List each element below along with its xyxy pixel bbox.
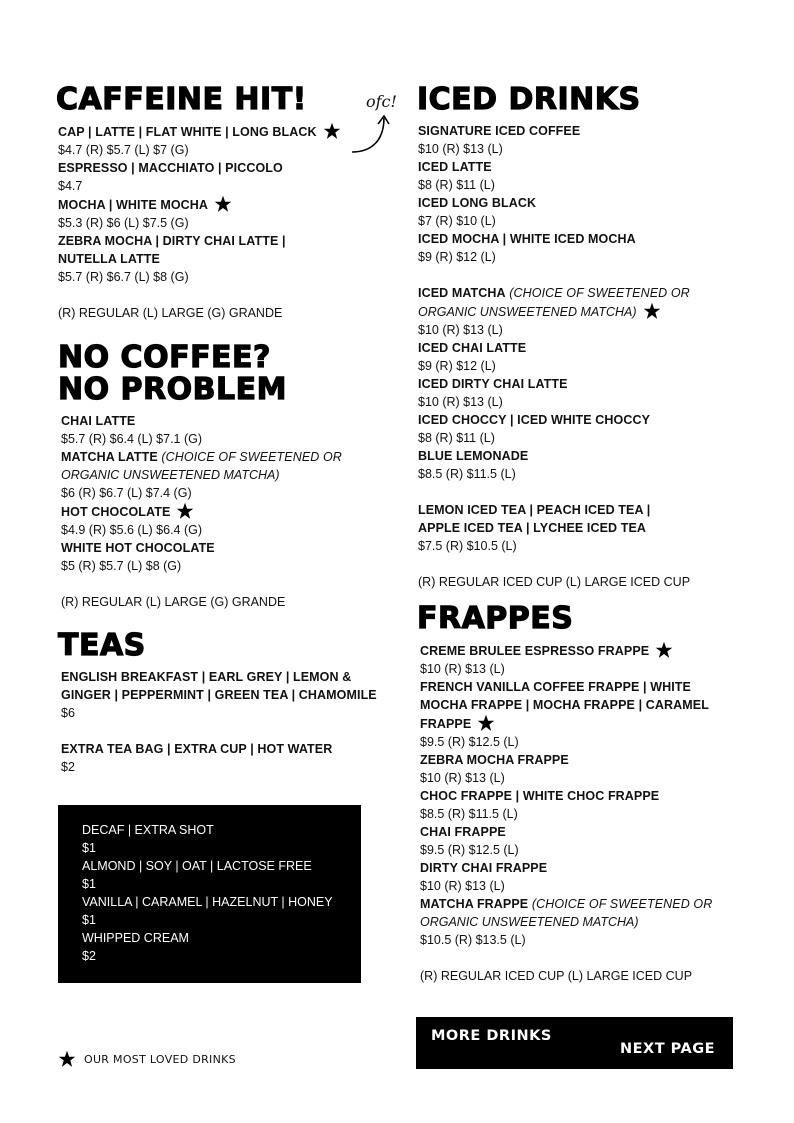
menu-item-price: $9.5 (R) $12.5 (L) bbox=[420, 843, 519, 857]
teas-title: TEAS bbox=[58, 628, 146, 663]
menu-item-price: $7.5 (R) $10.5 (L) bbox=[418, 539, 517, 553]
menu-item-name: MOCHA FRAPPE | MOCHA FRAPPE | CARAMEL bbox=[420, 698, 709, 712]
caffeine-section bbox=[56, 84, 396, 322]
menu-item-name: LEMON ICED TEA | PEACH ICED TEA | bbox=[418, 503, 651, 517]
extra-item-name: VANILLA | CARAMEL | HAZELNUT | HONEY bbox=[82, 895, 333, 909]
curved-arrow-icon bbox=[346, 110, 396, 160]
menu-item-price: $5.3 (R) $6 (L) $7.5 (G) bbox=[58, 216, 189, 230]
star-icon bbox=[655, 641, 673, 659]
menu-item-price: $10 (R) $13 (L) bbox=[418, 395, 503, 409]
menu-item-price: $6 (R) $6.7 (L) $7.4 (G) bbox=[61, 486, 192, 500]
menu-item-name: GINGER | PEPPERMINT | GREEN TEA | CHAMOMILE bbox=[61, 688, 377, 702]
menu-item-name: MATCHA LATTE (CHOICE OF SWEETENED OR bbox=[61, 450, 342, 464]
menu-item-price: $10 (R) $13 (L) bbox=[418, 142, 503, 156]
menu-item-price: $2 bbox=[61, 760, 75, 774]
menu-item-price: $8.5 (R) $11.5 (L) bbox=[418, 467, 516, 481]
menu-item-price: $4.7 bbox=[58, 179, 83, 193]
iced-items bbox=[418, 122, 757, 591]
menu-item-name: ZEBRA MOCHA | DIRTY CHAI LATTE | bbox=[58, 234, 286, 248]
menu-item-price: $4.9 (R) $5.6 (L) $6.4 (G) bbox=[61, 523, 203, 537]
no-coffee-items bbox=[61, 412, 398, 611]
extra-item-name: WHIPPED CREAM bbox=[82, 931, 189, 945]
extra-item-price: $1 bbox=[82, 841, 96, 855]
menu-item-name: SIGNATURE ICED COFFEE bbox=[418, 124, 581, 138]
menu-item-price: $8 (R) $11 (L) bbox=[418, 431, 495, 445]
menu-item-name: HOT CHOCOLATE bbox=[61, 502, 398, 521]
extra-item-price: $2 bbox=[82, 949, 96, 963]
star-icon bbox=[323, 122, 341, 140]
size-legend: (R) REGULAR ICED CUP (L) LARGE ICED CUP bbox=[420, 969, 693, 983]
frappes-section bbox=[417, 603, 757, 985]
menu-item-name: ICED DIRTY CHAI LATTE bbox=[418, 377, 568, 391]
menu-item-name: ICED MOCHA | WHITE ICED MOCHA bbox=[418, 232, 636, 246]
menu-item-name: ESPRESSO | MACCHIATO | PICCOLO bbox=[58, 161, 283, 175]
menu-item-price: $6 bbox=[61, 706, 75, 720]
menu-item-price: $5.7 (R) $6.7 (L) $8 (G) bbox=[58, 270, 189, 284]
extras-box bbox=[58, 805, 361, 983]
menu-item-name: WHITE HOT CHOCOLATE bbox=[61, 541, 215, 555]
menu-item-name: MATCHA FRAPPE (CHOICE OF SWEETENED OR bbox=[420, 897, 713, 911]
menu-item-name: ICED CHOCCY | ICED WHITE CHOCCY bbox=[418, 413, 651, 427]
menu-item-price: $9.5 (R) $12.5 (L) bbox=[420, 735, 519, 749]
ofc-annotation: ofc! bbox=[366, 92, 397, 111]
menu-item-price: $10 (R) $13 (L) bbox=[418, 323, 503, 337]
menu-item-name: FRENCH VANILLA COFFEE FRAPPE | WHITE bbox=[420, 680, 691, 694]
extra-item-price: $1 bbox=[82, 877, 96, 891]
teas-items bbox=[61, 668, 398, 776]
menu-item-price: $9 (R) $12 (L) bbox=[418, 359, 496, 373]
caffeine-title: CAFFEINE HIT! bbox=[56, 82, 307, 117]
size-legend: (R) REGULAR (L) LARGE (G) GRANDE bbox=[61, 595, 286, 609]
menu-item-price: $10.5 (R) $13.5 (L) bbox=[420, 933, 526, 947]
menu-item-name: CREME BRULEE ESPRESSO FRAPPE bbox=[420, 641, 757, 660]
iced-section bbox=[417, 84, 757, 591]
star-icon bbox=[214, 195, 232, 213]
menu-item-name: ICED LONG BLACK bbox=[418, 196, 537, 210]
menu-item-price: $5.7 (R) $6.4 (L) $7.1 (G) bbox=[61, 432, 203, 446]
menu-item-name: DIRTY CHAI FRAPPE bbox=[420, 861, 548, 875]
star-icon bbox=[58, 1050, 76, 1068]
next-page-label: NEXT PAGE bbox=[620, 1041, 715, 1057]
menu-item-name: ENGLISH BREAKFAST | EARL GREY | LEMON & bbox=[61, 670, 352, 684]
star-icon bbox=[643, 302, 661, 320]
extra-item-price: $1 bbox=[82, 913, 96, 927]
star-icon bbox=[477, 714, 495, 732]
star-icon bbox=[176, 502, 194, 520]
size-legend: (R) REGULAR ICED CUP (L) LARGE ICED CUP bbox=[418, 575, 691, 589]
size-legend: (R) REGULAR (L) LARGE (G) GRANDE bbox=[58, 306, 283, 320]
menu-item-name: CHAI LATTE bbox=[61, 414, 136, 428]
extra-item-name: DECAF | EXTRA SHOT bbox=[82, 823, 214, 837]
menu-item-name: ZEBRA MOCHA FRAPPE bbox=[420, 753, 569, 767]
menu-item-name: MOCHA | WHITE MOCHA bbox=[58, 195, 396, 214]
extras-list bbox=[82, 821, 333, 965]
favorites-legend-text: OUR MOST LOVED DRINKS bbox=[84, 1052, 236, 1066]
menu-item-price: $10 (R) $13 (L) bbox=[420, 662, 505, 676]
menu-item-price: $10 (R) $13 (L) bbox=[420, 771, 505, 785]
no-coffee-title-line1: NO COFFEE? bbox=[58, 340, 271, 375]
menu-item-name: EXTRA TEA BAG | EXTRA CUP | HOT WATER bbox=[61, 742, 333, 756]
frappes-items bbox=[420, 641, 757, 985]
menu-item-price: $9 (R) $12 (L) bbox=[418, 250, 496, 264]
menu-item-price: $5 (R) $5.7 (L) $8 (G) bbox=[61, 559, 182, 573]
menu-item-price: $10 (R) $13 (L) bbox=[420, 879, 505, 893]
menu-item-name: CHAI FRAPPE bbox=[420, 825, 506, 839]
menu-item-name: NUTELLA LATTE bbox=[58, 252, 160, 266]
menu-item-name: ICED CHAI LATTE bbox=[418, 341, 527, 355]
favorites-legend bbox=[58, 1050, 236, 1068]
menu-item-name: BLUE LEMONADE bbox=[418, 449, 529, 463]
menu-item-name: ICED MATCHA (CHOICE OF SWEETENED OR bbox=[418, 286, 690, 300]
menu-item-name: CAP | LATTE | FLAT WHITE | LONG BLACK bbox=[58, 122, 396, 141]
no-coffee-section bbox=[58, 342, 398, 611]
iced-title: ICED DRINKS bbox=[417, 82, 641, 117]
menu-item-price: $7 (R) $10 (L) bbox=[418, 214, 496, 228]
extra-item-name: ALMOND | SOY | OAT | LACTOSE FREE bbox=[82, 859, 312, 873]
more-drinks-button[interactable] bbox=[416, 1017, 733, 1069]
menu-item-name: APPLE ICED TEA | LYCHEE ICED TEA bbox=[418, 521, 647, 535]
menu-item-price: $4.7 (R) $5.7 (L) $7 (G) bbox=[58, 143, 189, 157]
frappes-title: FRAPPES bbox=[417, 601, 574, 636]
menu-item-note: ORGANIC UNSWEETENED MATCHA) bbox=[420, 915, 639, 929]
menu-item-price: $8 (R) $11 (L) bbox=[418, 178, 495, 192]
menu-item-price: $8.5 (R) $11.5 (L) bbox=[420, 807, 518, 821]
menu-item-name: FRAPPE bbox=[420, 714, 757, 733]
menu-item-name: ICED LATTE bbox=[418, 160, 492, 174]
menu-item-note: ORGANIC UNSWEETENED MATCHA) bbox=[61, 468, 280, 482]
menu-item-name: CHOC FRAPPE | WHITE CHOC FRAPPE bbox=[420, 789, 660, 803]
more-drinks-label: MORE DRINKS bbox=[431, 1028, 552, 1044]
no-coffee-title-line2: NO PROBLEM bbox=[58, 372, 287, 407]
teas-section bbox=[58, 630, 398, 776]
menu-item-note: ORGANIC UNSWEETENED MATCHA) bbox=[418, 302, 757, 321]
